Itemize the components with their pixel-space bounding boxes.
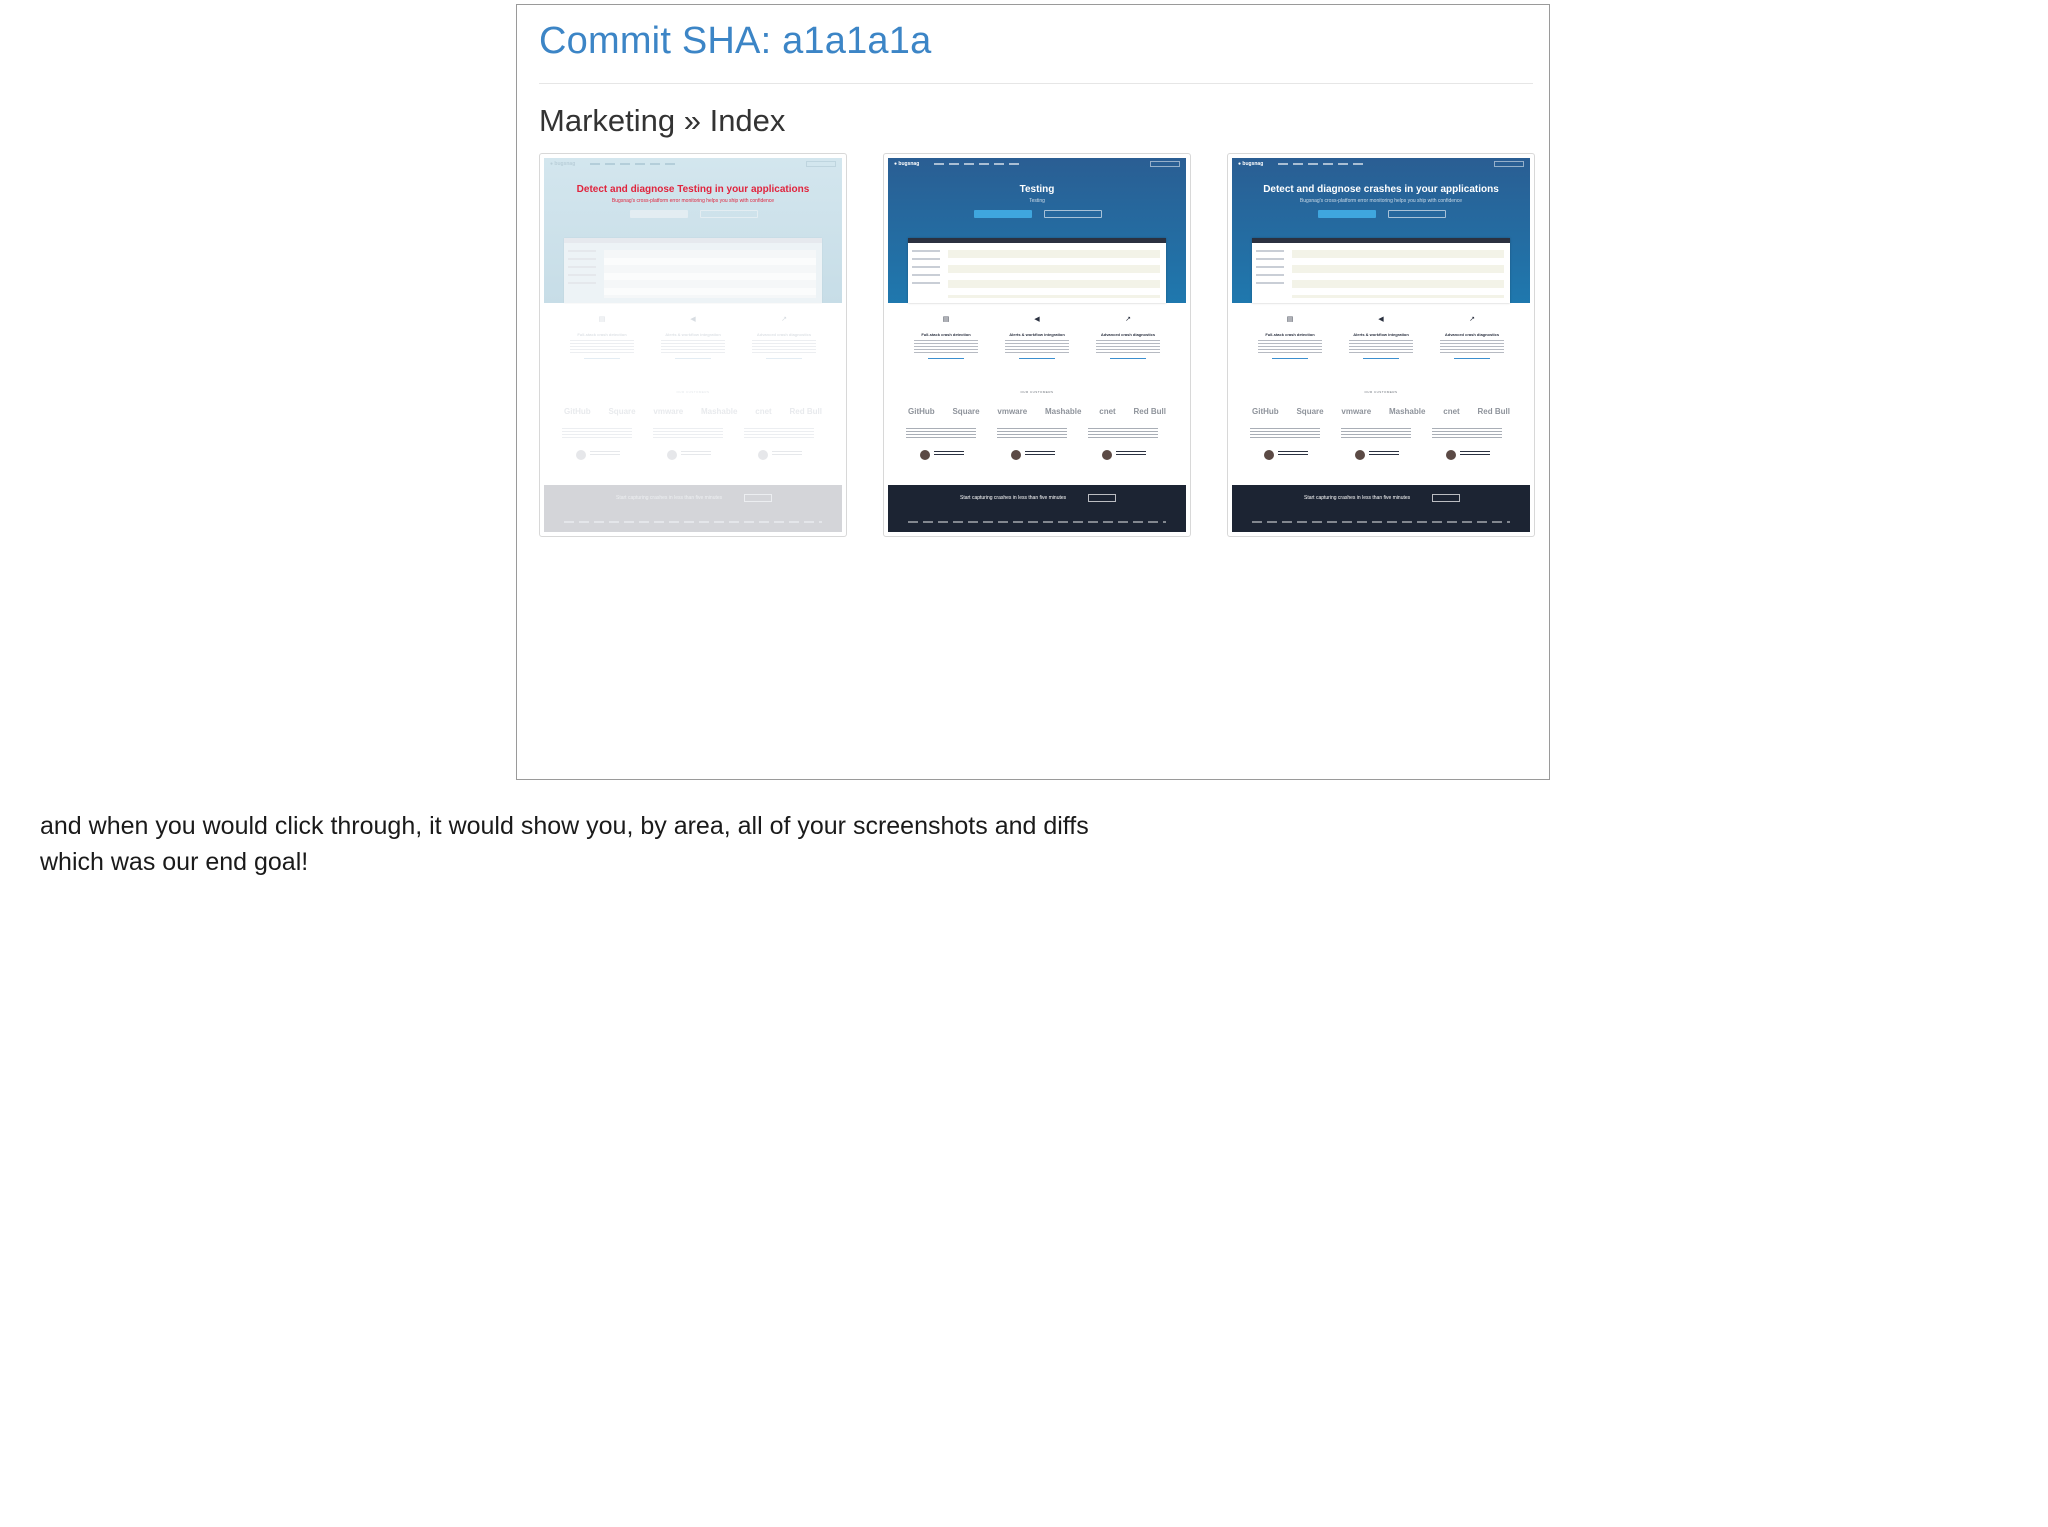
app-toolbar [908,238,1166,243]
app-preview [1252,238,1510,303]
footer-links [908,521,1166,523]
nav-links [934,163,1024,165]
feature-title: Full-stack crash detection [921,332,971,337]
feature-title: Alerts & workflow integration [1009,332,1065,337]
diff-screenshot [544,158,842,532]
hero-buttons [630,210,758,219]
cta-footer [544,485,842,532]
customer-logo: Square [1296,407,1324,416]
commit-panel [516,4,1550,780]
feature-item [1088,316,1168,376]
feature-item [997,316,1077,376]
customer-logo: Mashable [1388,407,1426,416]
testimonial-text [562,428,632,440]
chart-icon: ↗ [1125,316,1131,323]
original-screenshot [1232,158,1530,532]
feature-title: Advanced crash diagnostics [1100,332,1156,337]
cta-button [744,494,772,502]
feature-title: Advanced crash diagnostics [1444,332,1500,337]
new-screenshot-thumbnail[interactable] [883,153,1191,537]
app-error-list [948,250,1160,298]
feature-item [744,316,824,376]
feature-text [914,340,978,354]
avatar [1264,450,1274,460]
features-row [888,316,1186,376]
testimonial [653,428,733,478]
feature-title: Advanced crash diagnostics [756,332,812,337]
testimonial [1341,428,1421,478]
avatar [1102,450,1112,460]
testimonial [1250,428,1330,478]
hero-primary-button [630,210,688,218]
testimonial-author [1369,451,1399,457]
feature-link [766,358,802,359]
customer-logo: Mashable [1044,407,1082,416]
feature-item [562,316,642,376]
feature-text [1096,340,1160,354]
testimonial-author [1025,451,1055,457]
customer-logo: Mashable [700,407,738,416]
testimonial-text [1341,428,1411,440]
customer-logo: Square [952,407,980,416]
feature-item [653,316,733,376]
customers-label: OUR CUSTOMERS [1020,390,1054,394]
customer-logos [1252,406,1510,418]
app-error-list [604,250,816,298]
section-title: Marketing » Index [539,103,786,138]
testimonial [997,428,1077,478]
feature-item [906,316,986,376]
navbar [550,161,836,167]
customer-logo: Red Bull [789,407,822,416]
testimonial-text [653,428,723,440]
hero-section [1232,158,1530,303]
nav-buttons [806,161,836,167]
bugsnag-logo: ● bugsnag [894,161,920,167]
cta-text: Start capturing crashes in less than five minutes [1304,495,1411,501]
testimonial [1088,428,1168,478]
server-icon: ▤ [1286,316,1294,323]
title-divider [539,83,1533,84]
bugsnag-logo: ● bugsnag [1238,161,1264,167]
app-preview [564,238,822,303]
hero-subtitle: Bugsnag's cross-platform error monitoring helps you ship with confidence [611,198,775,204]
nav-buttons [1150,161,1180,167]
testimonial [906,428,986,478]
caption-line: and when you would click through, it would show you, by area, all of your screenshots and diffs [40,812,1089,840]
hero-buttons [974,210,1102,219]
feature-link [1363,358,1399,359]
megaphone-icon: ◀ [690,316,696,323]
cta-button [1432,494,1460,502]
nav-buttons [1494,161,1524,167]
feature-item [1250,316,1330,376]
testimonials [544,428,842,478]
testimonials [888,428,1186,478]
new-screenshot [888,158,1186,532]
feature-title: Full-stack crash detection [1265,332,1315,337]
feature-text [1349,340,1413,354]
footer-links [564,521,822,523]
feature-link [1454,358,1490,359]
commit-title[interactable]: Commit SHA: a1a1a1a [539,20,932,62]
customer-logo: cnet [755,407,772,416]
app-sidebar [1256,250,1284,290]
avatar [920,450,930,460]
hero-subtitle: Testing [1029,198,1045,204]
feature-text [1440,340,1504,354]
feature-text [1258,340,1322,354]
customer-logos [908,406,1166,418]
customer-logo: cnet [1099,407,1116,416]
hero-title: Detect and diagnose Testing in your applications [576,184,810,195]
navbar [894,161,1180,167]
feature-title: Alerts & workflow integration [1353,332,1409,337]
feature-title: Alerts & workflow integration [665,332,721,337]
avatar [667,450,677,460]
slide-caption [40,808,1340,880]
testimonial-text [997,428,1067,440]
hero-subtitle: Bugsnag's cross-platform error monitoring helps you ship with confidence [1299,198,1463,204]
app-toolbar [564,238,822,243]
testimonial-author [681,451,711,457]
avatar [1355,450,1365,460]
server-icon: ▤ [942,316,950,323]
testimonial-text [1432,428,1502,440]
app-sidebar [912,250,940,290]
nav-links [1278,163,1368,165]
feature-link [1272,358,1308,359]
customer-logo: cnet [1443,407,1460,416]
customer-logo: GitHub [908,407,935,416]
features-row [544,316,842,376]
original-screenshot-thumbnail[interactable] [1227,153,1535,537]
hero-buttons [1318,210,1446,219]
hero-section [544,158,842,303]
cta-footer [888,485,1186,532]
customer-logo: vmware [1341,407,1372,416]
avatar [576,450,586,460]
customer-logos [564,406,822,418]
testimonial-author [590,451,620,457]
chart-icon: ↗ [1469,316,1475,323]
testimonials [1232,428,1530,478]
hero-title: Testing [1019,184,1055,195]
customer-logo: Red Bull [1133,407,1166,416]
testimonial-author [1278,451,1308,457]
feature-text [1005,340,1069,354]
diff-thumbnail[interactable] [539,153,847,537]
app-sidebar [568,250,596,290]
feature-text [752,340,816,354]
megaphone-icon: ◀ [1034,316,1040,323]
testimonial-author [1116,451,1146,457]
app-error-list [1292,250,1504,298]
testimonial [744,428,824,478]
cta-text: Start capturing crashes in less than five minutes [960,495,1067,501]
feature-text [661,340,725,354]
avatar [758,450,768,460]
customer-logo: Red Bull [1477,407,1510,416]
navbar [1238,161,1524,167]
app-toolbar [1252,238,1510,243]
testimonial-text [744,428,814,440]
hero-primary-button [1318,210,1376,218]
footer-links [1252,521,1510,523]
customer-logo: GitHub [1252,407,1279,416]
bugsnag-logo: ● bugsnag [550,161,576,167]
customer-logo: vmware [997,407,1028,416]
testimonial-author [772,451,802,457]
testimonial-text [1250,428,1320,440]
testimonial-text [1088,428,1158,440]
avatar [1011,450,1021,460]
hero-section [888,158,1186,303]
cta-button [1088,494,1116,502]
hero-secondary-button [1044,210,1102,218]
feature-item [1432,316,1512,376]
customer-logo: vmware [653,407,684,416]
features-row [1232,316,1530,376]
feature-link [1019,358,1055,359]
chart-icon: ↗ [781,316,787,323]
feature-link [584,358,620,359]
feature-link [928,358,964,359]
feature-item [1341,316,1421,376]
testimonial-text [906,428,976,440]
testimonial-author [1460,451,1490,457]
customers-label: OUR CUSTOMERS [1364,390,1398,394]
caption-line: which was our end goal! [40,848,309,876]
megaphone-icon: ◀ [1378,316,1384,323]
testimonial [1432,428,1512,478]
nav-links [590,163,680,165]
testimonial [562,428,642,478]
hero-primary-button [974,210,1032,218]
feature-link [1110,358,1146,359]
hero-secondary-button [1388,210,1446,218]
screenshot-gallery [539,153,1539,545]
hero-secondary-button [700,210,758,218]
cta-text: Start capturing crashes in less than five minutes [616,495,723,501]
hero-title: Detect and diagnose crashes in your applications [1263,184,1499,195]
server-icon: ▤ [598,316,606,323]
customer-logo: Square [608,407,636,416]
feature-text [570,340,634,354]
avatar [1446,450,1456,460]
feature-title: Full-stack crash detection [577,332,627,337]
cta-footer [1232,485,1530,532]
customers-label: OUR CUSTOMERS [676,390,710,394]
testimonial-author [934,451,964,457]
feature-link [675,358,711,359]
app-preview [908,238,1166,303]
customer-logo: GitHub [564,407,591,416]
